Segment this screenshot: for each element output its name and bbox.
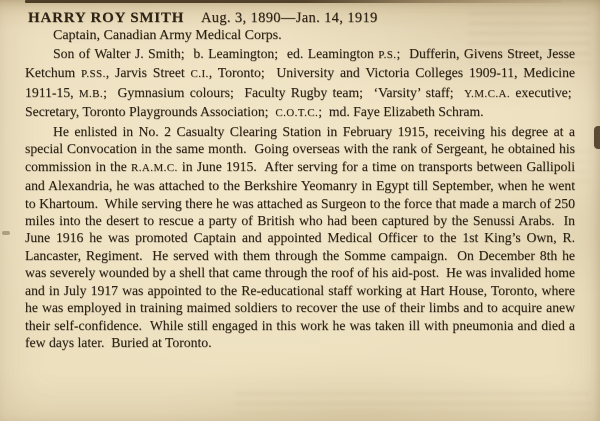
- person-name: HARRY ROY SMITH: [28, 10, 185, 26]
- life-dates: Aug. 3, 1890—Jan. 14, 1919: [200, 10, 378, 26]
- rank-line: Captain, Canadian Army Medical Corps.: [53, 28, 282, 44]
- biography-paragraph-family: Son of Walter J. Smith; b. Leamington; ed. Leamington P.S.; Dufferin, Givens Street, Jesse Ketchum P.SS., Jarvis Street C.I., Toronto; University and Victoria Colleges 1909-11, Medicine 1911-15, M.B.; Gymnasium colours; Faculty Rugby team; ‘Varsity’ staff; Y.M.C.A. executive; Secretary, Toronto Playgrounds Association; C.O.T.C.; md. Faye Elizabeth Schram.: [25, 45, 575, 120]
- bleedthrough-text-bottom: [235, 392, 590, 414]
- biography-paragraph-service: He enlisted in No. 2 Casualty Clearing Station in February 1915, receiving his degree at a special Convocation in the same month. Going overseas with the rank of Sergeant, he obtained his commission in the R.A.M.C. in June 1915. After serving for a time on transports between Gallipoli and Alexandria, he was attached to the Berkshire Yeomanry in Egypt till September, when he went to Khartoum. While serving there he was attached as Surgeon to the force that made a march of 250 miles into the desert to rescue a party of British who had been captured by the Senussi Arabs. In June 1916 he was promoted Captain and appointed Medical Officer to the 1st King’s Own, R. Lancaster, Regiment. He served with them through the Somme campaign. On December 8th he was severely wounded by a shell that came through the roof of his aid-post. He was invalided home and in July 1917 was appointed to the Re-educational staff working at Hart House, Toronto, where he was employed in training maimed soldiers to recover the use of their limbs and to acquire anew their self-confidence. While still engaged in this work he was taken ill with pneumonia and died a few days later. Buried at Toronto.: [25, 123, 575, 351]
- entry-header: [28, 10, 575, 27]
